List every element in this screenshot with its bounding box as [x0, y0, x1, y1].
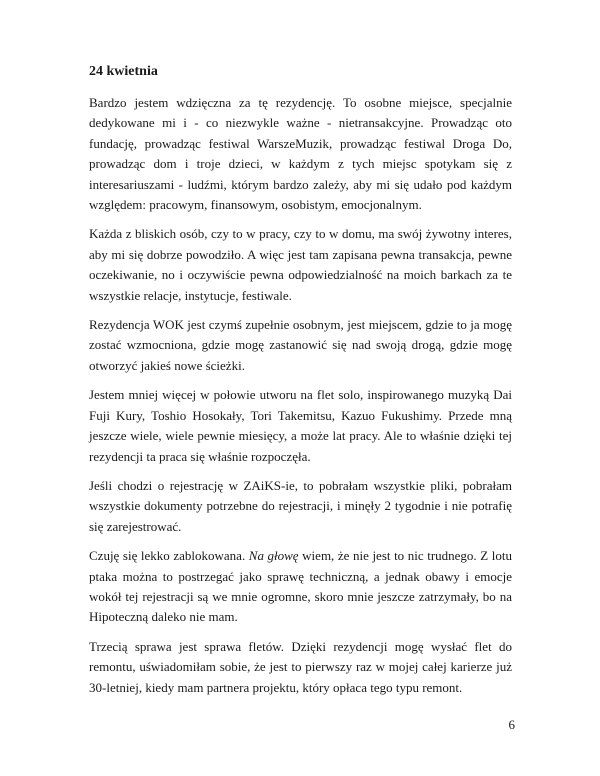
paragraph-1: Bardzo jestem wdzięczna za tę rezydencję. To osobne miejsce, specjalnie dedykowane mi i - co niezwykle ważne - nietransakcyjne. Prowadząc oto fundację, prowadząc festiwal WarszeMuzik, prowadząc festiwal Droga Do, prowadząc dom i troje dzieci, w każdym z tych miejsc spotykam się z interesariuszami - ludźmi, którym bardzo zależy, aby mi się udało pod każdym względem: pracowym, finansowym, osobistym, emocjonalnym. — [89, 95, 512, 213]
paragraph-6 — [89, 546, 512, 628]
paragraph-2: Każda z bliskich osób, czy to w pracy, czy to w domu, ma swój żywotny interes, aby mi się dobrze powodziło. A więc jest tam zapisana pewna transakcja, pewne oczekiwanie, no i oczywiście pewna odpowiedzialność na moich barkach za te wszystkie relacje, instytucje, festiwale. — [89, 226, 512, 303]
page-number: 6 — [508, 717, 515, 732]
paragraph-3: Rezydencja WOK jest czymś zupełnie osobnym, jest miejscem, gdzie to ja mogę zostać wzmocniona, gdzie mogę zastanowić się nad swoją drogą, gdzie mogę otworzyć jakieś nowe ścieżki. — [89, 317, 512, 373]
paragraph-4: Jestem mniej więcej w połowie utworu na flet solo, inspirowanego muzyką Dai Fuji Kury, Toshio Hosokały, Tori Takemitsu, Kazuo Fukushimy. Przede mną jeszcze wiele, wiele pewnie miesięcy, a może lat pracy. Ale to właśnie dzięki tej rezydencji ta praca się właśnie rozpoczęła. — [89, 387, 512, 464]
paragraph-5: Jeśli chodzi o rejestrację w ZAiKS-ie, to pobrałam wszystkie pliki, pobrałam wszystkie dokumenty potrzebne do rejestracji, i minęły 2 tygodnie i nie potrafię się zarejestrować. — [89, 477, 512, 534]
document-body — [89, 64, 512, 698]
date-heading: 24 kwietnia — [89, 64, 158, 79]
paragraph-6-start: Czuję się lekko zablokowana. — [89, 548, 249, 564]
paragraph-6-end: wiem, że nie jest to nic trudnego. Z lotu ptaka można to postrzegać jako sprawę techniczną, a jednak obawy i emocje wokół tej rejestracji są we mnie ogromne, skoro mnie jeszcze zatrzymały, bo na Hipoteczną daleko nie mam. — [89, 548, 512, 625]
paragraph-6-italic-phrase: Na głowę — [248, 548, 299, 564]
paragraph-7: Trzecią sprawa jest sprawa fletów. Dzięki rezydencji mogę wysłać flet do remontu, uświadomiłam sobie, że jest to pierwszy raz w mojej całej karierze już 30-letniej, kiedy mam partnera projektu, który opłaca tego typu remont. — [89, 638, 512, 695]
